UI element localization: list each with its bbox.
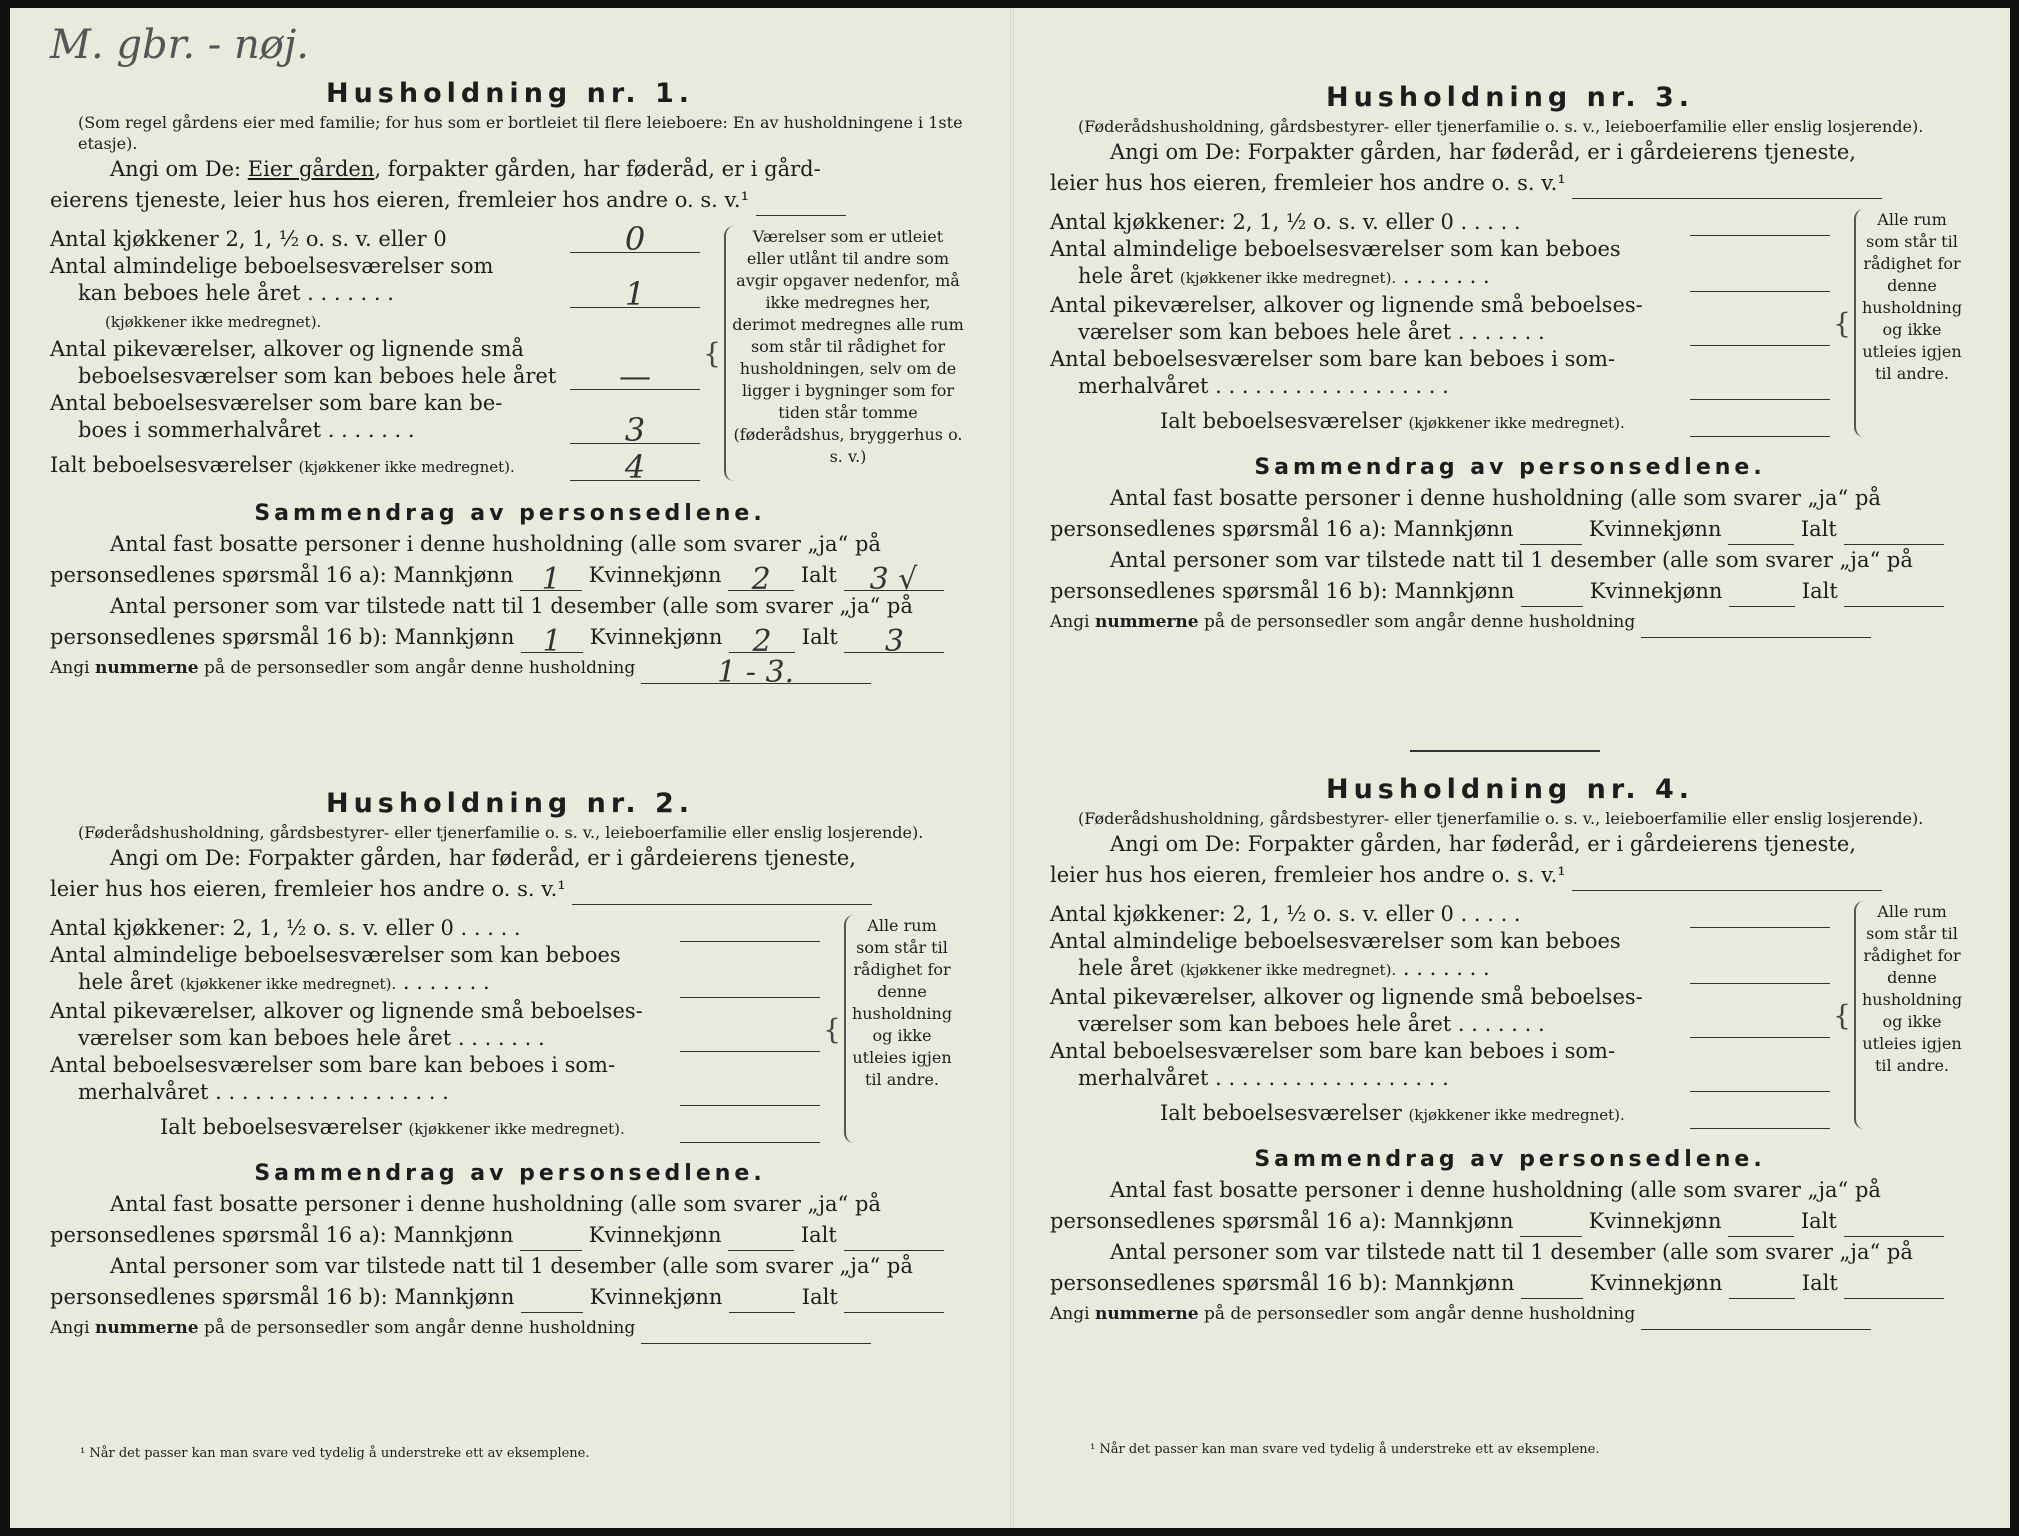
angi-answer-line[interactable] — [572, 882, 872, 905]
resident-total[interactable]: 3 √ — [844, 568, 944, 591]
household-3: Husholdning nr. 3. (Føderådshusholdning, gårdsbestyrer- eller tjenerfamilie o. s. v., leieboerfamilie eller enslig losjerende). Angi om De: Forpakter gården, har føderåd, er i gårdeierens tjeneste, leier hus hos eieren, fremleier hos andre o. s. v.¹ Antal kjøkkener: 2, 1, ½ o. s. v. eller 0 . . . . . Antal almindelige beboelsesværelser som kan beboes hele året (kjøkkener ikke medregnet). . . . . . . . Antal pikeværelser, alkover og lignende små beboelses- værelser som kan beboes hele året . . . . . . . Antal beboelsesværelser som bare kan beboes i som- merhalvåret . . . . . . . . . . . . . . . . . . Ialt beboelsesværelser (kjøkkener ikke medregnet). { Alle rum som står til rådighet for denne husholdning og ikke utleies igjen til andre. Sammendrag av personsedlene. Antal fast bosatte personer i denne husholdning (alle som svarer „ja“ på personsedlenes spørsmål 16 a): Mannkjønn Kvinnekjønn Ialt Antal personer som var tilstede natt til 1 desember (alle som svarer „ja“ på personsedlenes spørsmål 16 b): Mannkjønn Kvinnekjønn Ialt Angi nummerne på de personsedler som angår denne husholdning — [1050, 80, 1970, 638]
household-4: Husholdning nr. 4. (Føderådshusholdning, gårdsbestyrer- eller tjenerfamilie o. s. v., leieboerfamilie eller enslig losjerende). Angi om De: Forpakter gården, har føderåd, er i gårdeierens tjeneste, leier hus hos eieren, fremleier hos andre o. s. v.¹ Antal kjøkkener: 2, 1, ½ o. s. v. eller 0 . . . . . Antal almindelige beboelsesværelser som kan beboes hele året (kjøkkener ikke medregnet). . . . . . . . Antal pikeværelser, alkover og lignende små beboelses- værelser som kan beboes hele året . . . . . . . Antal beboelsesværelser som bare kan beboes i som- merhalvåret . . . . . . . . . . . . . . . . . . Ialt beboelsesværelser (kjøkkener ikke medregnet). { Alle rum som står til rådighet for denne husholdning og ikke utleies igjen til andre. Sammendrag av personsedlene. Antal fast bosatte personer i denne husholdning (alle som svarer „ja“ på personsedlenes spørsmål 16 a): Mannkjønn Kvinnekjønn Ialt Antal personer som var tilstede natt til 1 desember (alle som svarer „ja“ på personsedlenes spørsmål 16 b): Mannkjønn Kvinnekjønn Ialt Angi nummerne på de personsedler som angår denne husholdning — [1050, 772, 1970, 1330]
resident-total[interactable] — [844, 1228, 944, 1251]
brace-icon: { — [703, 337, 721, 370]
right-page — [1050, 8, 2019, 1528]
household-3-rooms-table: Antal kjøkkener: 2, 1, ½ o. s. v. eller 0 . . . . . Antal almindelige beboelsesværelser som kan beboes hele året (kjøkkener ikke medregnet). . . . . . . . Antal pikeværelser, alkover og lignende små beboelses- værelser som kan beboes hele året . . . . . . . Antal beboelsesværelser som bare kan beboes i som- merhalvåret . . . . . . . . . . . . . . . . . . Ialt beboelsesværelser (kjøkkener ikke medregnet). { Alle rum som står til rådighet for denne husholdning og ikke utleies igjen til andre. — [1050, 209, 1970, 437]
q-maid-rooms: Antal pikeværelser, alkover og lignende små beboelses- — [1050, 985, 1643, 1009]
present-male[interactable] — [1521, 1276, 1583, 1299]
household-1-title: Husholdning nr. 1. — [325, 78, 695, 109]
q-ordinary-rooms: Antal almindelige beboelsesværelser som kan beboes — [1050, 929, 1621, 953]
resident-female[interactable] — [1728, 522, 1794, 545]
q-total-rooms: Ialt beboelsesværelser — [160, 1115, 402, 1139]
answer-kitchens[interactable] — [1690, 209, 1830, 236]
resident-female[interactable] — [1728, 1214, 1794, 1237]
resident-male[interactable] — [1520, 1214, 1582, 1237]
summary-3-numbers-row: Angi nummerne på de personsedler som angår denne husholdning — [1050, 607, 1970, 638]
answer-maid-rooms[interactable]: — — [570, 363, 700, 390]
household-2-summary-title: Sammendrag av personsedlene. — [254, 1161, 766, 1186]
household-2-title: Husholdning nr. 2. — [325, 788, 695, 819]
answer-kitchens[interactable] — [680, 915, 820, 942]
present-male[interactable] — [1521, 584, 1583, 607]
household-1-angi-line1: Angi om De: Eier gården, forpakter gården, har føderåd, er i gård- — [110, 157, 821, 181]
household-3-summary-title: Sammendrag av personsedlene. — [1254, 455, 1766, 480]
household-2-rooms-table: Antal kjøkkener: 2, 1, ½ o. s. v. eller 0 . . . . . Antal almindelige beboelsesværelser som kan beboes hele året (kjøkkener ikke medregnet). . . . . . . . Antal pikeværelser, alkover og lignende små beboelses- værelser som kan beboes hele året . . . . . . . Antal beboelsesværelser som bare kan beboes i som- merhalvåret . . . . . . . . . . . . . . . . . . Ialt beboelsesværelser (kjøkkener ikke medregnet). { Alle rum som står til rådighet for denne husholdning og ikke utleies igjen til andre. — [50, 915, 970, 1143]
answer-total-rooms[interactable] — [1690, 410, 1830, 437]
present-total[interactable] — [844, 1290, 944, 1313]
household-3-side-note: Alle rum som står til rådighet for denne husholdning og ikke utleies igjen til andre. — [1854, 209, 1962, 437]
answer-maid-rooms[interactable] — [680, 1025, 820, 1052]
present-total[interactable] — [1844, 584, 1944, 607]
summary-2-present-row: personsedlenes spørsmål 16 b): Mannkjønn Kvinnekjønn Ialt — [50, 1282, 970, 1313]
summary-3-present-row: personsedlenes spørsmål 16 b): Mannkjønn Kvinnekjønn Ialt — [1050, 576, 1970, 607]
q-ordinary-rooms: Antal almindelige beboelsesværelser som — [50, 254, 494, 278]
summary-4-resident-row: personsedlenes spørsmål 16 a): Mannkjønn Kvinnekjønn Ialt — [1050, 1206, 1970, 1237]
q-kitchens: Antal kjøkkener: 2, 1, ½ o. s. v. eller 0 — [1050, 210, 1454, 234]
summary-2-resident-row: personsedlenes spørsmål 16 a): Mannkjønn Kvinnekjønn Ialt — [50, 1220, 970, 1251]
resident-female[interactable] — [728, 1228, 794, 1251]
q-summer-rooms: Antal beboelsesværelser som bare kan beboes i som- — [50, 1053, 616, 1077]
household-4-angi-line1: Angi om De: Forpakter gården, har føderåd, er i gårdeierens tjeneste, — [1110, 832, 1856, 856]
resident-male[interactable] — [520, 1228, 582, 1251]
q-total-rooms: Ialt beboelsesværelser — [1160, 409, 1402, 433]
household-4-summary-title: Sammendrag av personsedlene. — [1254, 1147, 1766, 1172]
q-maid-rooms: Antal pikeværelser, alkover og lignende små beboelses- — [50, 999, 643, 1023]
present-total[interactable] — [1844, 1276, 1944, 1299]
angi-answer-line[interactable] — [756, 193, 846, 216]
household-2-side-note: Alle rum som står til rådighet for denne husholdning og ikke utleies igjen til andre. — [844, 915, 952, 1143]
q-total-rooms: Ialt beboelsesværelser — [50, 453, 292, 477]
present-total[interactable]: 3 — [844, 630, 944, 653]
household-3-description: (Føderådshusholdning, gårdsbestyrer- eller tjenerfamilie o. s. v., leieboerfamilie eller enslig losjerende). — [1078, 117, 1924, 136]
brace-icon: { — [1833, 998, 1851, 1032]
answer-total-rooms[interactable]: 4 — [570, 454, 700, 481]
underlined-eier-garden: Eier gården — [247, 157, 375, 181]
angi-answer-line[interactable] — [1572, 176, 1882, 199]
q-kitchens: Antal kjøkkener 2, 1, ½ o. s. v. eller 0 — [50, 227, 447, 251]
q-summer-rooms: Antal beboelsesværelser som bare kan beboes i som- — [1050, 1039, 1616, 1063]
summary-1-resident-row: personsedlenes spørsmål 16 a): Mannkjønn 1 Kvinnekjønn 2 Ialt 3 √ — [50, 560, 970, 591]
household-3-title: Husholdning nr. 3. — [1325, 82, 1695, 113]
present-female[interactable]: 2 — [729, 630, 795, 653]
left-page — [50, 8, 1020, 1528]
answer-total-rooms[interactable] — [1690, 1102, 1830, 1129]
household-1-angi-line2: eierens tjeneste, leier hus hos eieren, fremleier hos andre o. s. v.¹ — [50, 185, 970, 216]
summary-1-numbers-row: Angi nummerne på de personsedler som angår denne husholdning 1 - 3. — [50, 653, 970, 684]
household-2-angi-line2: leier hus hos eieren, fremleier hos andre o. s. v.¹ — [50, 874, 970, 905]
present-female[interactable] — [1729, 1276, 1795, 1299]
footnote-right: ¹ Når det passer kan man svare ved tydelig å understreke ett av eksemplene. — [1090, 1442, 1600, 1457]
resident-total[interactable] — [1844, 1214, 1944, 1237]
household-1-summary-title: Sammendrag av personsedlene. — [254, 501, 766, 526]
person-numbers[interactable] — [1641, 1307, 1871, 1330]
resident-female[interactable]: 2 — [728, 568, 794, 591]
handwritten-note: M. gbr. - nøj. — [50, 22, 309, 68]
answer-kitchens[interactable] — [1690, 901, 1830, 928]
answer-summer-rooms[interactable] — [1690, 373, 1830, 400]
summary-4-present-row: personsedlenes spørsmål 16 b): Mannkjønn Kvinnekjønn Ialt — [1050, 1268, 1970, 1299]
q-kitchens: Antal kjøkkener: 2, 1, ½ o. s. v. eller 0 — [50, 916, 454, 940]
household-4-angi-line2: leier hus hos eieren, fremleier hos andre o. s. v.¹ — [1050, 860, 1970, 891]
household-2-description: (Føderådshusholdning, gårdsbestyrer- eller tjenerfamilie o. s. v., leieboerfamilie eller enslig losjerende). — [78, 823, 924, 842]
household-4-title: Husholdning nr. 4. — [1325, 774, 1695, 805]
person-numbers[interactable]: 1 - 3. — [641, 661, 871, 684]
summary-1-present-text: Antal personer som var tilstede natt til 1 desember (alle som svarer „ja“ på — [110, 594, 913, 618]
answer-summer-rooms[interactable] — [680, 1079, 820, 1106]
answer-ordinary-rooms[interactable] — [1690, 265, 1830, 292]
q-maid-rooms: Antal pikeværelser, alkover og lignende små beboelses- — [1050, 293, 1643, 317]
summary-3-resident-row: personsedlenes spørsmål 16 a): Mannkjønn Kvinnekjønn Ialt — [1050, 514, 1970, 545]
present-female[interactable] — [729, 1290, 795, 1313]
answer-ordinary-rooms[interactable] — [1690, 957, 1830, 984]
brace-icon: { — [1833, 306, 1851, 340]
q-total-rooms: Ialt beboelsesværelser — [1160, 1101, 1402, 1125]
angi-answer-line[interactable] — [1572, 868, 1882, 891]
present-male[interactable]: 1 — [521, 630, 583, 653]
answer-summer-rooms[interactable]: 3 — [570, 417, 700, 444]
household-1 — [50, 76, 970, 690]
person-numbers[interactable] — [641, 1321, 871, 1344]
present-male[interactable] — [521, 1290, 583, 1313]
answer-ordinary-rooms[interactable] — [680, 971, 820, 998]
q-maid-rooms: Antal pikeværelser, alkover og lignende små — [50, 337, 524, 361]
q-ordinary-rooms: Antal almindelige beboelsesværelser som kan beboes — [50, 943, 621, 967]
answer-ordinary-rooms[interactable]: 1 — [570, 281, 700, 308]
answer-maid-rooms[interactable] — [1690, 319, 1830, 346]
person-numbers[interactable] — [1641, 615, 1871, 638]
household-1-description: (Som regel gårdens eier med familie; for hus som er bortleiet til flere leieboere: En av husholdningene i 1ste etasje). — [78, 113, 963, 153]
resident-male[interactable] — [1520, 522, 1582, 545]
answer-total-rooms[interactable] — [680, 1116, 820, 1143]
answer-maid-rooms[interactable] — [1690, 1011, 1830, 1038]
brace-icon: { — [823, 1012, 841, 1046]
q-ordinary-rooms: Antal almindelige beboelsesværelser som kan beboes — [1050, 237, 1621, 261]
q-summer-rooms: Antal beboelsesværelser som bare kan be- — [50, 391, 503, 415]
household-1-rooms-table: Antal kjøkkener 2, 1, ½ o. s. v. eller 0 0 Antal almindelige beboelsesværelser som kan beboes hele året . . . . . . . (kjøkkener ikke medregnet). 1 Antal pikeværelser, alkover og lignende små beboelsesværelser som kan beboes hele året — Antal beboelsesværelser som bare kan be- boes i sommerhalvåret . . . . . . . 3 Ialt beboelsesværelser (kjøkkener ikke medregnet). 4 { Værelser som er utleiet eller utlånt til andre som avgir opgaver nedenfor, må ikke medregnes her, derimot medregnes alle rum som står til rådighet for husholdningen, selv om de ligger i bygninger som for tiden står tomme (føderådshus, bryggerhus o. s. v.) — [50, 220, 964, 486]
section-separator — [1410, 750, 1600, 752]
resident-male[interactable]: 1 — [520, 568, 582, 591]
household-4-rooms-table: Antal kjøkkener: 2, 1, ½ o. s. v. eller 0 . . . . . Antal almindelige beboelsesværelser som kan beboes hele året (kjøkkener ikke medregnet). . . . . . . . Antal pikeværelser, alkover og lignende små beboelses- værelser som kan beboes hele året . . . . . . . Antal beboelsesværelser som bare kan beboes i som- merhalvåret . . . . . . . . . . . . . . . . . . Ialt beboelsesværelser (kjøkkener ikke medregnet). { Alle rum som står til rådighet for denne husholdning og ikke utleies igjen til andre. — [1050, 901, 1970, 1129]
household-2-angi-line1: Angi om De: Forpakter gården, har føderåd, er i gårdeierens tjeneste, — [110, 846, 856, 870]
census-form-sheet — [10, 8, 2010, 1528]
summary-4-numbers-row: Angi nummerne på de personsedler som angår denne husholdning — [1050, 1299, 1970, 1330]
footnote-left: ¹ Når det passer kan man svare ved tydelig å understreke ett av eksemplene. — [80, 1446, 590, 1461]
household-4-side-note: Alle rum som står til rådighet for denne husholdning og ikke utleies igjen til andre. — [1854, 901, 1962, 1129]
household-3-angi-line1: Angi om De: Forpakter gården, har føderåd, er i gårdeierens tjeneste, — [1110, 140, 1856, 164]
answer-summer-rooms[interactable] — [1690, 1065, 1830, 1092]
household-3-angi-line2: leier hus hos eieren, fremleier hos andre o. s. v.¹ — [1050, 168, 1970, 199]
household-1-side-note: Værelser som er utleiet eller utlånt til andre som avgir opgaver nedenfor, må ikke medregnes her, derimot medregnes alle rum som står til rådighet for husholdningen, selv om de ligger i bygninger som for tiden står tomme (føderådshus, bryggerhus o. s. v.) — [724, 226, 964, 481]
answer-kitchens[interactable]: 0 — [570, 226, 700, 253]
household-2: Husholdning nr. 2. (Føderådshusholdning, gårdsbestyrer- eller tjenerfamilie o. s. v., leieboerfamilie eller enslig losjerende). Angi om De: Forpakter gården, har føderåd, er i gårdeierens tjeneste, leier hus hos eieren, fremleier hos andre o. s. v.¹ Antal kjøkkener: 2, 1, ½ o. s. v. eller 0 . . . . . Antal almindelige beboelsesværelser som kan beboes hele året (kjøkkener ikke medregnet). . . . . . . . Antal pikeværelser, alkover og lignende små beboelses- værelser som kan beboes hele året . . . . . . . Antal beboelsesværelser som bare kan beboes i som- merhalvåret . . . . . . . . . . . . . . . . . . Ialt beboelsesværelser (kjøkkener ikke medregnet). { Alle rum som står til rådighet for denne husholdning og ikke utleies igjen til andre. Sammendrag av personsedlene. Antal fast bosatte personer i denne husholdning (alle som svarer „ja“ på personsedlenes spørsmål 16 a): Mannkjønn Kvinnekjønn Ialt Antal personer som var tilstede natt til 1 desember (alle som svarer „ja“ på personsedlenes spørsmål 16 b): Mannkjønn Kvinnekjønn Ialt Angi nummerne på de personsedler som angår denne husholdning — [50, 786, 970, 1344]
summary-1-resident-text: Antal fast bosatte personer i denne husholdning (alle som svarer „ja“ på — [110, 532, 881, 556]
summary-2-numbers-row: Angi nummerne på de personsedler som angår denne husholdning — [50, 1313, 970, 1344]
q-summer-rooms: Antal beboelsesværelser som bare kan beboes i som- — [1050, 347, 1616, 371]
q-kitchens: Antal kjøkkener: 2, 1, ½ o. s. v. eller 0 — [1050, 902, 1454, 926]
present-female[interactable] — [1729, 584, 1795, 607]
household-4-description: (Føderådshusholdning, gårdsbestyrer- eller tjenerfamilie o. s. v., leieboerfamilie eller enslig losjerende). — [1078, 809, 1924, 828]
resident-total[interactable] — [1844, 522, 1944, 545]
summary-1-present-row: personsedlenes spørsmål 16 b): Mannkjønn 1 Kvinnekjønn 2 Ialt 3 — [50, 622, 970, 653]
